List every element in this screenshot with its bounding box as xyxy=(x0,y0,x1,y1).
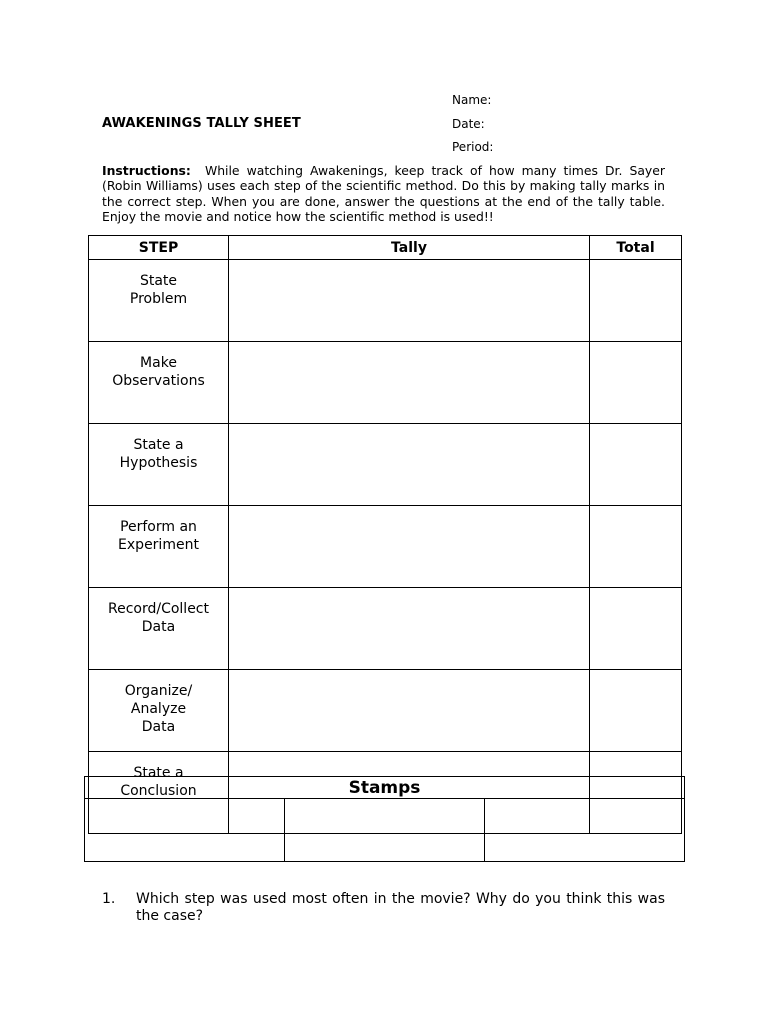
step-label-line: Data xyxy=(141,619,176,635)
total-cell[interactable] xyxy=(590,424,682,506)
period-label: Period: xyxy=(452,140,494,154)
step-cell xyxy=(89,506,229,588)
tally-header-row xyxy=(89,236,682,260)
step-label-line: Problem xyxy=(129,291,188,307)
stamp-box-1[interactable] xyxy=(85,799,285,862)
question-1 xyxy=(102,891,665,925)
step-cell xyxy=(89,588,229,670)
stamps-table xyxy=(84,776,685,862)
instructions xyxy=(102,163,665,225)
tally-row xyxy=(89,506,682,588)
step-cell xyxy=(89,342,229,424)
step-label-line: Record/Collect xyxy=(107,601,209,617)
step-cell xyxy=(89,260,229,342)
tally-cell[interactable] xyxy=(229,424,590,506)
question-text: Which step was used most often in the movie? Why do you think this was the case? xyxy=(136,891,665,924)
tally-row xyxy=(89,670,682,752)
step-cell xyxy=(89,670,229,752)
tally-row xyxy=(89,424,682,506)
tally-cell[interactable] xyxy=(229,506,590,588)
total-cell[interactable] xyxy=(590,342,682,424)
step-label-line: Data xyxy=(141,719,176,735)
header-step: STEP xyxy=(89,236,229,260)
stamps-title: Stamps xyxy=(85,777,685,799)
step-label-line: Experiment xyxy=(118,537,199,553)
total-cell[interactable] xyxy=(590,260,682,342)
instructions-text: While watching Awakenings, keep track of how many times Dr. Sayer (Robin Williams) uses each step of the scientific method. Do this by making tally marks in the correct step. When you are done, answer the questions at the end of the tally table. Enjoy the movie and notice how the scientific method is used!! xyxy=(102,163,665,225)
step-label-line: Analyze xyxy=(130,701,187,717)
step-label-line: Perform an xyxy=(120,519,197,535)
tally-row xyxy=(89,588,682,670)
step-label-line: Make xyxy=(140,355,177,371)
total-cell[interactable] xyxy=(590,670,682,752)
tally-cell[interactable] xyxy=(229,260,590,342)
step-label-line: Organize/ xyxy=(124,683,193,699)
tally-cell[interactable] xyxy=(229,670,590,752)
step-label-line: Conclusion xyxy=(120,783,197,799)
step-label-line: State a xyxy=(133,765,184,781)
tally-cell[interactable] xyxy=(229,588,590,670)
tally-cell[interactable] xyxy=(229,342,590,424)
date-label: Date: xyxy=(452,117,485,131)
step-cell xyxy=(89,424,229,506)
instructions-label: Instructions: xyxy=(102,163,191,178)
total-cell[interactable] xyxy=(590,506,682,588)
total-cell[interactable] xyxy=(590,588,682,670)
stamp-box-2[interactable] xyxy=(285,799,485,862)
tally-table xyxy=(88,235,682,834)
sheet-title: AWAKENINGS TALLY SHEET xyxy=(102,116,301,131)
step-label-line: Observations xyxy=(112,373,205,389)
stamp-box-3[interactable] xyxy=(485,799,685,862)
step-label-line: State xyxy=(139,273,178,289)
step-label-line: State a xyxy=(133,437,184,453)
header-tally: Tally xyxy=(229,236,590,260)
tally-row xyxy=(89,260,682,342)
tally-row xyxy=(89,342,682,424)
step-label-line: Hypothesis xyxy=(119,455,198,471)
name-label: Name: xyxy=(452,93,492,107)
question-number: 1. xyxy=(102,891,116,907)
header-total: Total xyxy=(590,236,682,260)
